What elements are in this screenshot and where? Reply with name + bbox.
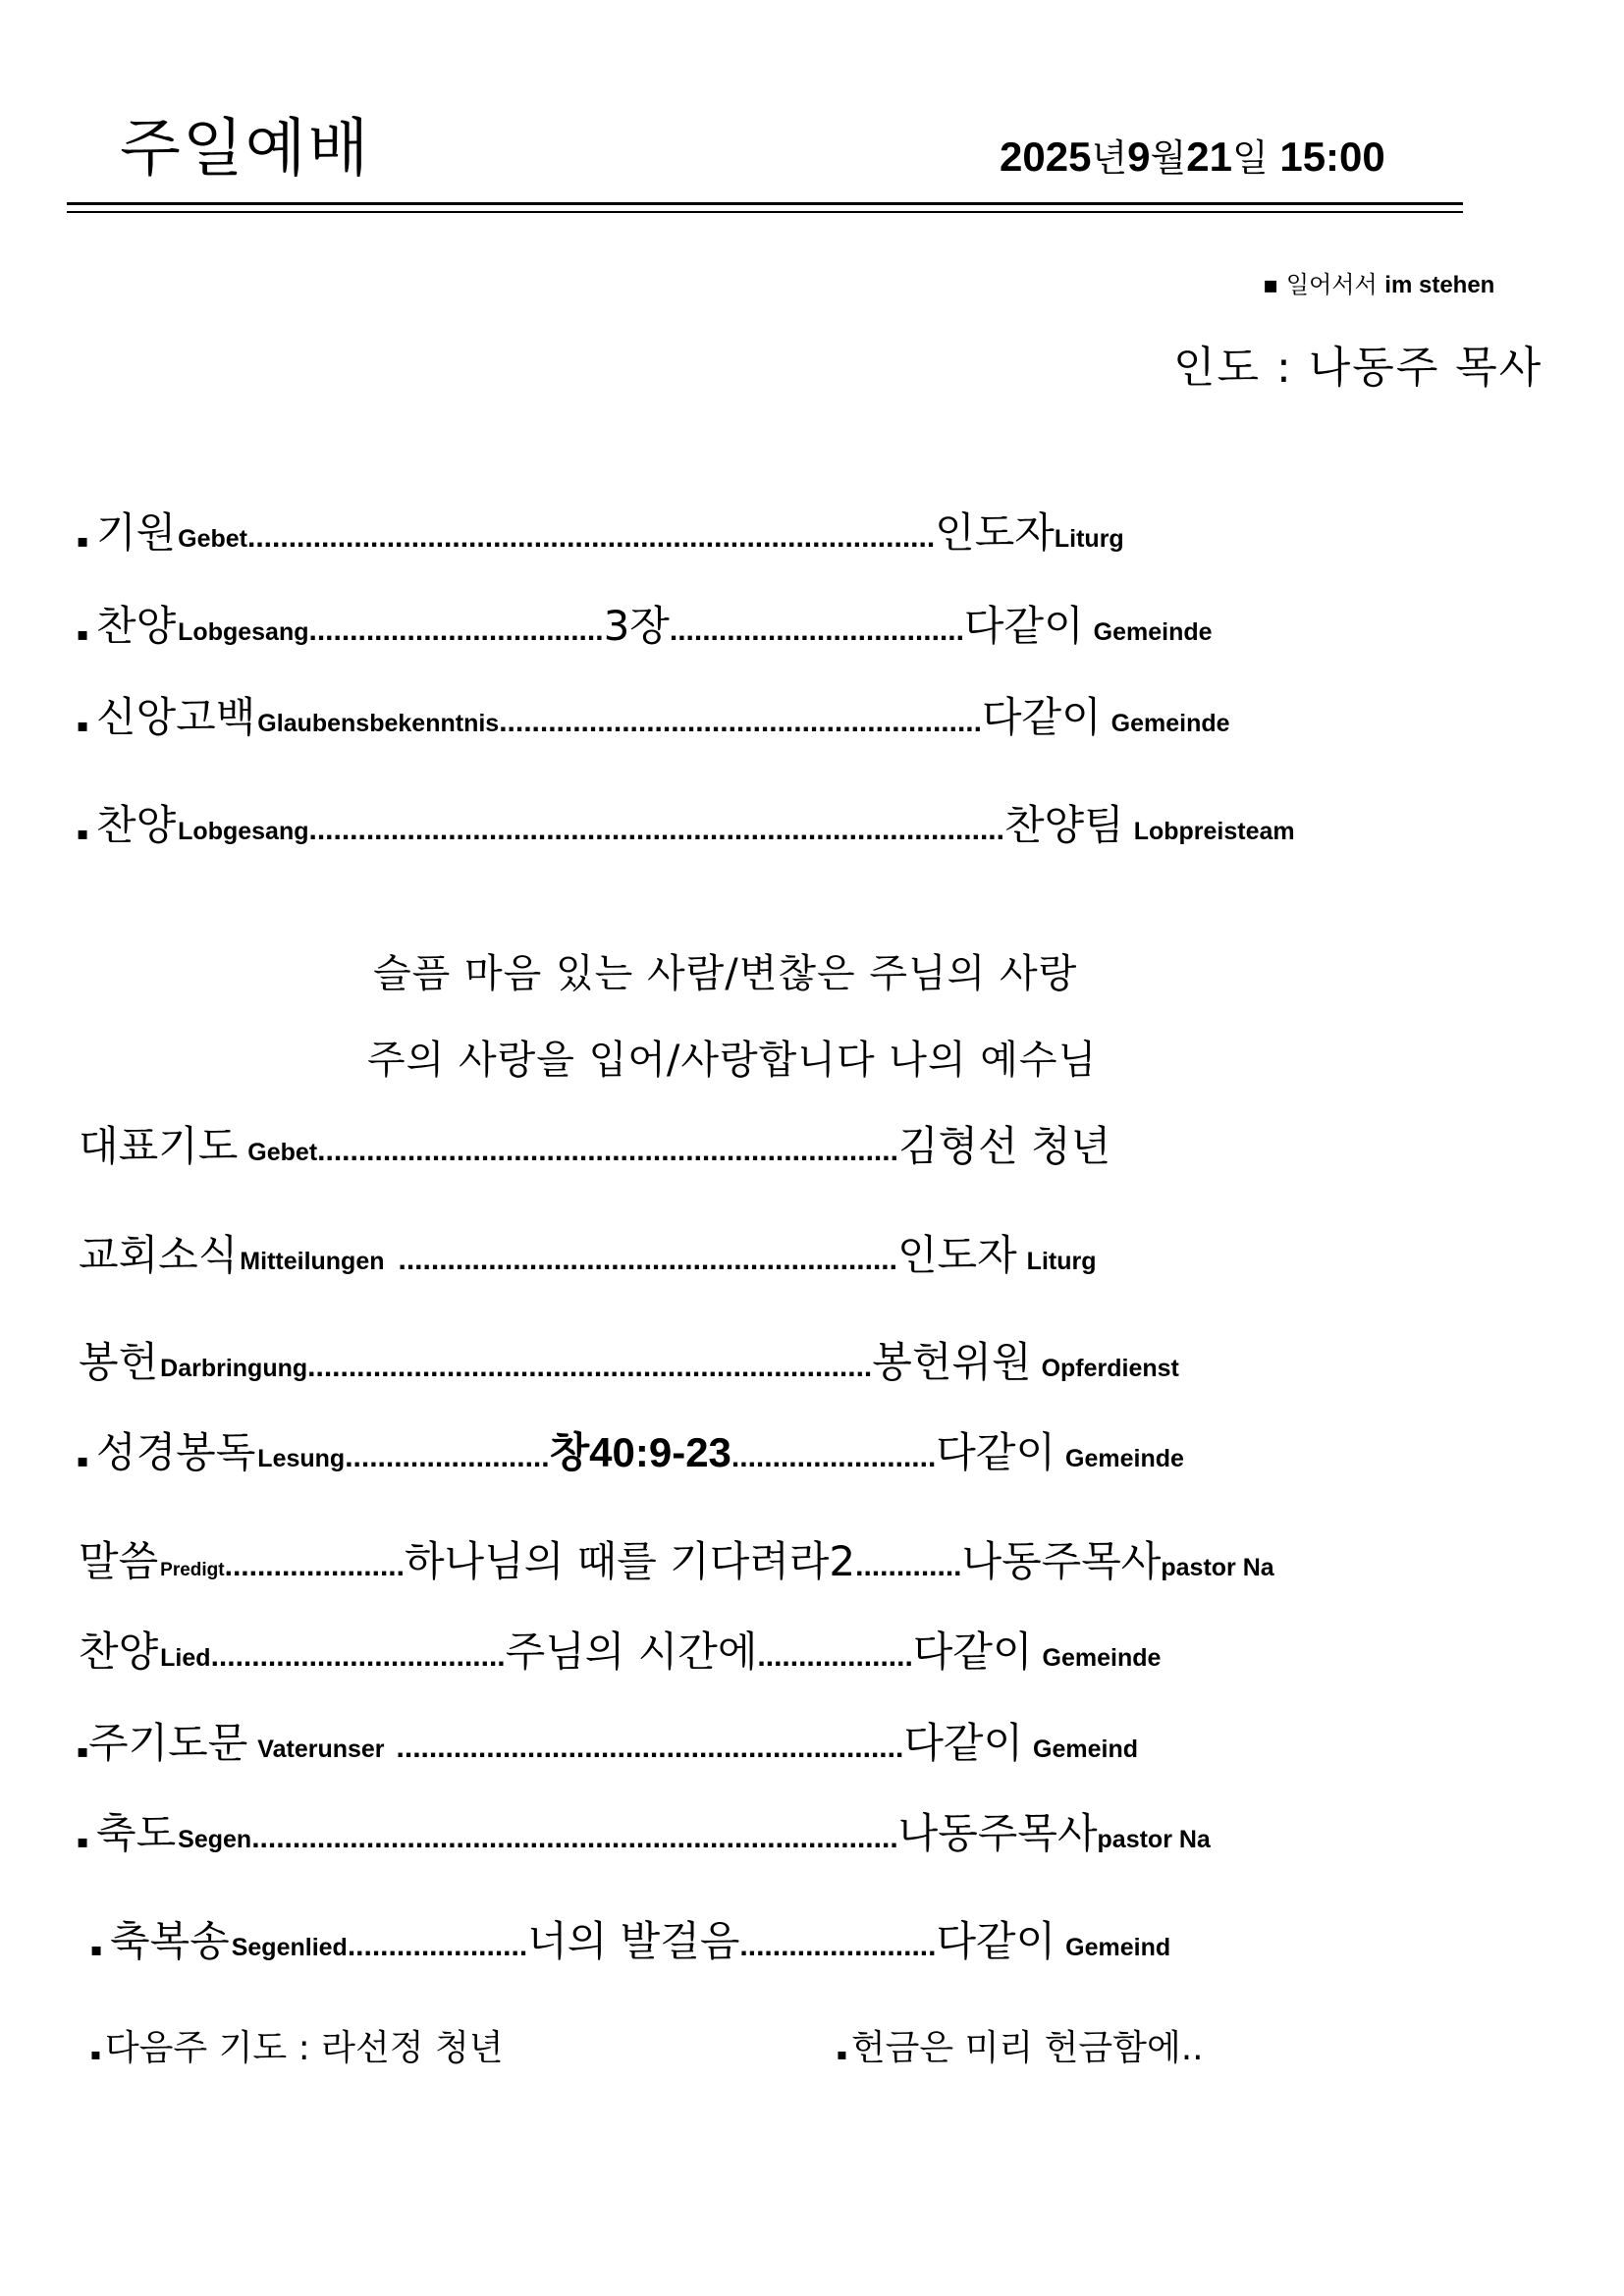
date-month: 9 [1127, 133, 1151, 180]
item-leader-dots: ..................................................................................... [308, 814, 1004, 846]
item-title-de: Segenlied [231, 1934, 348, 1961]
item-performer: 김형선 청년 [897, 1122, 1111, 1170]
item-title-ko: 축도 [96, 1809, 177, 1857]
service-leader: 인도 : 나동주 목사 [1173, 343, 1543, 393]
page-title: 주일예배 [120, 113, 371, 186]
item-performer: 인도자 [896, 1231, 1017, 1279]
item-leader-dots: .................................... [669, 614, 964, 647]
item-title-de: Mitteilungen [240, 1248, 385, 1275]
item-title-ko: 신앙고백 [96, 693, 256, 741]
lyric-line-1: 슬픔 마음 있는 사람/변찮은 주님의 사랑 [373, 951, 1078, 996]
item-performer: 다같이 [936, 1428, 1056, 1476]
service-time: 15:00 [1279, 133, 1385, 180]
note-bullet: ▪ [837, 2045, 847, 2063]
header-rule-top [67, 202, 1463, 205]
item-bullet: ▪ [77, 624, 89, 645]
item-leader-dots: ........................................................... [499, 706, 982, 738]
item-bullet: ▪ [90, 1940, 103, 1960]
item-title-ko: 봉헌 [79, 1338, 159, 1386]
item-performer-de: Liturg [1026, 1248, 1097, 1275]
order-item-hymn [77, 594, 1530, 653]
item-leader-dots: ........................ [739, 1930, 937, 1962]
item-bullet: ▪ [77, 1741, 89, 1762]
service-date [1000, 128, 1385, 182]
item-performer-de: Liturg [1054, 525, 1124, 553]
item-performer: 다같이 [912, 1628, 1033, 1676]
item-leader-dots: ............................................................................... [251, 1822, 898, 1854]
item-detail: 창40:9-23 [549, 1429, 731, 1475]
item-bullet: ▪ [77, 531, 89, 552]
date-day: 21 [1186, 133, 1232, 180]
item-title-de: Segen [178, 1826, 252, 1853]
item-performer-de: Gemeinde [1110, 710, 1230, 737]
note-bullet: ▪ [90, 2045, 101, 2063]
item-title-ko: 말씀 [79, 1537, 159, 1585]
order-item-offering [79, 1330, 1532, 1389]
date-year: 2025 [1000, 133, 1092, 180]
item-performer: 다같이 [981, 693, 1102, 741]
offering-note-text: 헌금은 미리 헌금함에.. [850, 2028, 1204, 2068]
order-item-blessing-song [90, 1909, 1543, 1968]
item-leader-dots: ......................... [731, 1441, 937, 1473]
item-performer-de: Gemeinde [1065, 1445, 1184, 1472]
order-item-creed [77, 685, 1530, 744]
item-title-de: Glaubensbekenntnis [257, 710, 500, 737]
item-title-ko: 주기도문 [88, 1719, 248, 1767]
item-leader-dots: ............. [855, 1550, 962, 1582]
order-item-announcements [79, 1223, 1532, 1282]
item-performer-de: Opferdienst [1041, 1355, 1179, 1382]
next-week-prayer-text: 다음주 기도 : 라선정 청년 [104, 2028, 504, 2068]
item-performer: 봉헌위원 [872, 1338, 1032, 1386]
order-item-sermon [79, 1529, 1532, 1588]
order-item-scripture [77, 1420, 1530, 1479]
stand-note [1263, 265, 1494, 299]
item-performer-de: Gemeind [1033, 1735, 1139, 1763]
date-month-unit: 월 [1150, 136, 1187, 180]
item-leader-dots: .................................... [308, 614, 604, 647]
item-title-de: Predigt [160, 1560, 225, 1580]
item-bullet: ▪ [77, 716, 89, 736]
date-year-unit: 년 [1091, 136, 1128, 180]
order-item-prayer [79, 1114, 1532, 1173]
item-title-de: Darbringung [160, 1355, 308, 1382]
item-title-de: Lobgesang [178, 618, 309, 646]
order-item-benediction [77, 1801, 1530, 1860]
date-day-unit: 일 [1231, 136, 1269, 180]
order-item-invocation [77, 501, 1530, 560]
item-leader-dots: ................... [757, 1640, 913, 1673]
item-performer-de: Gemeinde [1042, 1644, 1162, 1672]
order-item-song [79, 1620, 1532, 1679]
item-performer: 인도자 [935, 508, 1055, 557]
item-leader-dots: .................................................................................... [247, 521, 936, 554]
item-performer: 나동주목사 [897, 1809, 1098, 1857]
item-detail: 너의 발걸음 [527, 1917, 740, 1965]
item-performer-de: pastor Na [1161, 1554, 1274, 1581]
item-performer-de: Lobpreisteam [1133, 818, 1295, 845]
item-leader-dots: ..................................................................... [307, 1351, 873, 1383]
item-performer: 다같이 [903, 1719, 1024, 1767]
item-title-de: Lobgesang [178, 818, 309, 845]
order-item-lords-prayer [77, 1711, 1530, 1770]
header-rule-bottom [67, 211, 1463, 213]
item-leader-dots: ............................................................. [398, 1244, 897, 1276]
offering-note [837, 2020, 1204, 2070]
item-performer: 다같이 [936, 1917, 1056, 1965]
item-performer: 다같이 [963, 602, 1084, 650]
item-leader-dots: .............................................................. [396, 1732, 904, 1764]
item-detail: 주님의 시간에 [505, 1628, 758, 1676]
item-bullet: ▪ [77, 824, 89, 844]
next-week-prayer-note [90, 2020, 504, 2070]
item-performer-de: pastor Na [1097, 1826, 1211, 1853]
item-performer: 나동주목사 [961, 1537, 1162, 1585]
item-title-ko: 기원 [96, 508, 177, 557]
item-bullet: ▪ [77, 1451, 89, 1471]
item-title-ko: 대표기도 [79, 1122, 239, 1170]
item-performer: 찬양팀 [1003, 801, 1124, 849]
item-title-ko: 찬양 [96, 602, 177, 650]
item-detail: 3장 [603, 602, 670, 650]
item-title-ko: 성경봉독 [96, 1428, 256, 1476]
item-title-de: Lesung [257, 1445, 346, 1472]
item-title-de: Vaterunser [257, 1735, 385, 1763]
item-bullet: ▪ [77, 1832, 89, 1852]
lyric-line-2: 주의 사랑을 입어/사랑합니다 나의 예수님 [367, 1038, 1098, 1083]
item-leader-dots: ....................................................................... [317, 1135, 898, 1167]
item-performer-de: Gemeinde [1093, 618, 1213, 646]
stand-note-de: im stehen [1384, 272, 1495, 298]
item-title-de: Gebet [247, 1139, 318, 1166]
item-title-ko: 찬양 [96, 801, 177, 849]
item-leader-dots: ......................... [345, 1441, 550, 1473]
item-leader-dots: ...................... [224, 1550, 405, 1582]
item-title-ko: 축복송 [110, 1917, 230, 1965]
stand-bullet: ▪ [1263, 271, 1279, 298]
stand-note-ko: 일어서서 [1285, 271, 1378, 298]
item-title-ko: 찬양 [79, 1628, 159, 1676]
item-title-ko: 교회소식 [79, 1231, 239, 1279]
item-leader-dots: .................................... [210, 1640, 506, 1673]
item-leader-dots: ...................... [347, 1930, 528, 1962]
item-title-de: Gebet [178, 525, 248, 553]
item-title-de: Lied [160, 1644, 211, 1672]
order-item-praise [77, 793, 1530, 852]
item-performer-de: Gemeind [1065, 1934, 1171, 1961]
item-detail: 하나님의 때를 기다려라2 [404, 1537, 856, 1585]
